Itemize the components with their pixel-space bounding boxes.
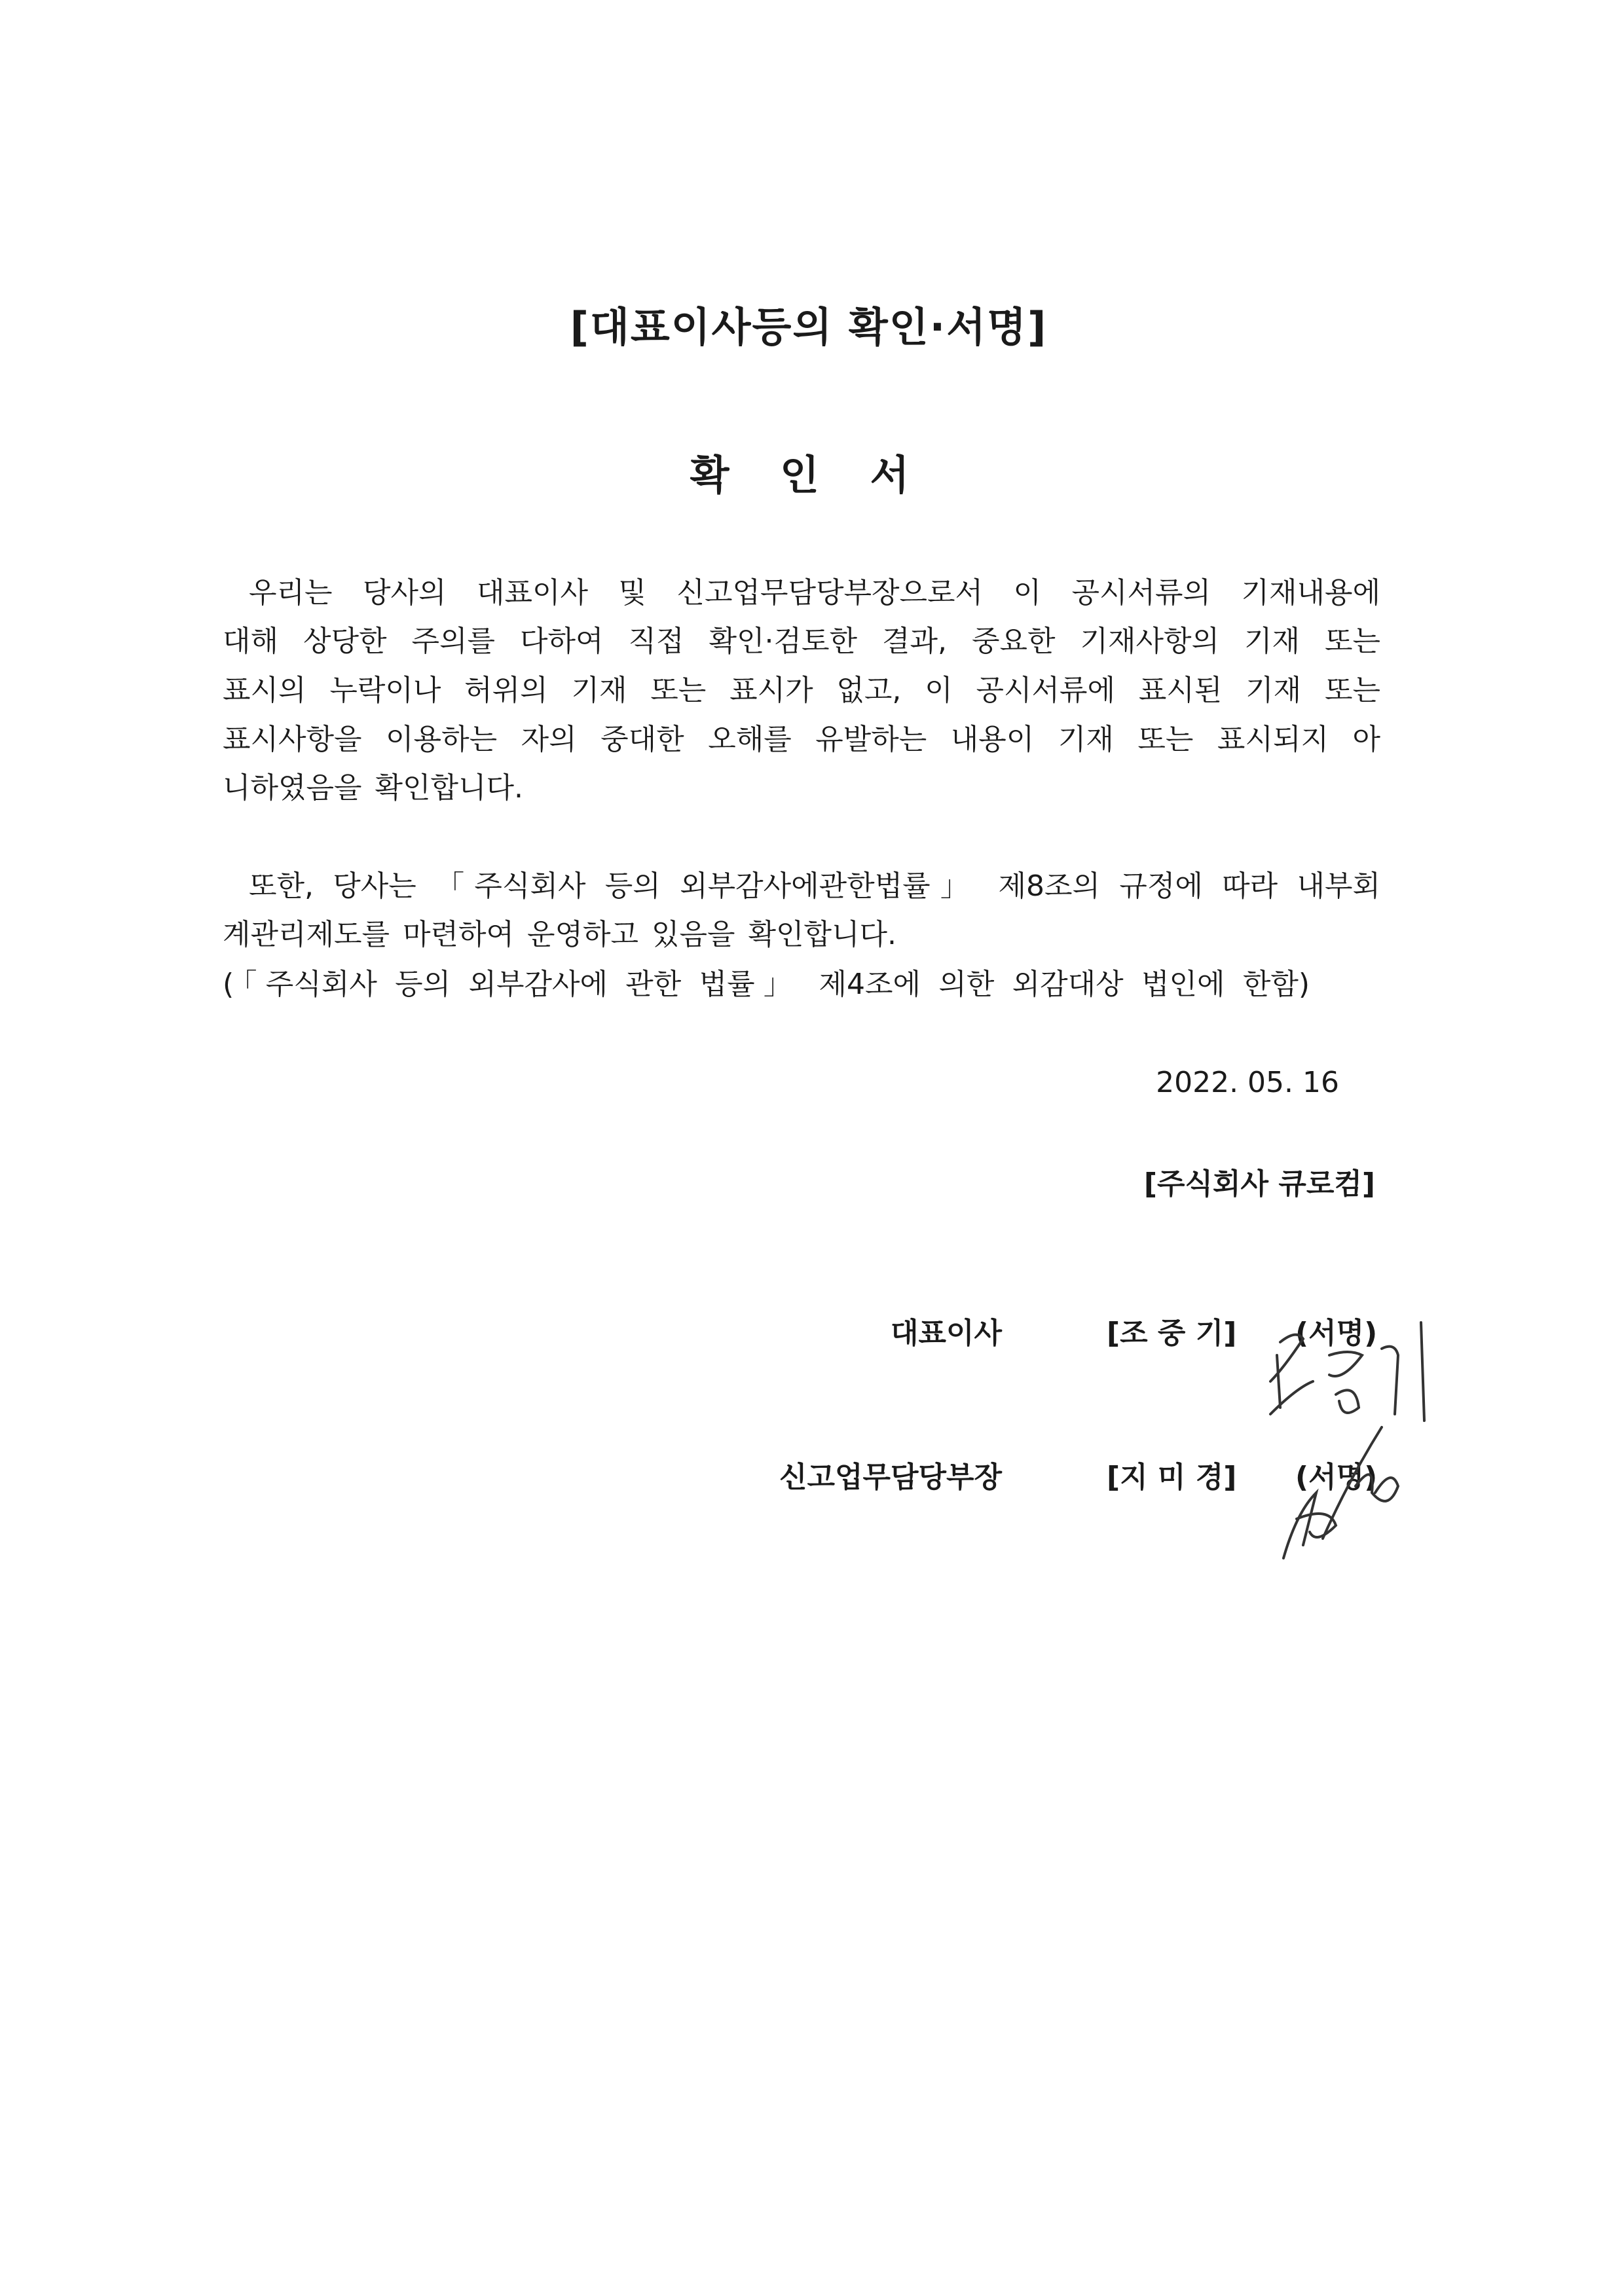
signatory-name: [지 미 경]: [1107, 1461, 1237, 1494]
paragraph-line: 표시사항을 이용하는 자의 중대한 오해를 유발하는 내용이 기재 또는 표시되지 아: [223, 723, 1380, 756]
signatory-name: [조 중 기]: [1107, 1317, 1237, 1350]
document-heading: [대표이사등의 확인·서명]: [570, 303, 1048, 351]
paragraph-line: 또한, 당사는 「주식회사 등의 외부감사에관한법률」 제8조의 규정에 따라 내부회: [249, 869, 1380, 903]
company-name: [주식회사 큐로컴]: [1143, 1167, 1375, 1201]
signatory-role: 대표이사: [890, 1317, 1002, 1350]
paragraph-line: 대해 상당한 주의를 다하여 직접 확인·검토한 결과, 중요한 기재사항의 기재 또는: [223, 625, 1380, 658]
paragraph-line: 우리는 당사의 대표이사 및 신고업무담당부장으로서 이 공시서류의 기재내용에: [249, 576, 1380, 610]
handwritten-signature-manager: [1277, 1414, 1408, 1565]
signatory-role: 신고업무담당부장: [779, 1461, 1002, 1494]
signature-mark: (서명): [1295, 1317, 1378, 1350]
document-title: 확 인 서: [690, 451, 928, 499]
paragraph-line: (「주식회사 등의 외부감사에 관한 법률」 제4조에 의한 외감대상 법인에 한함): [223, 968, 1310, 1001]
document-date: 2022. 05. 16: [1156, 1066, 1339, 1099]
signature-mark: (서명): [1295, 1461, 1378, 1494]
paragraph-line: 계관리제도를 마련하여 운영하고 있음을 확인합니다.: [223, 918, 897, 951]
paragraph-line: 표시의 누락이나 허위의 기재 또는 표시가 없고, 이 공시서류에 표시된 기재 또는: [223, 674, 1380, 707]
paragraph-line: 니하였음을 확인합니다.: [223, 771, 524, 805]
